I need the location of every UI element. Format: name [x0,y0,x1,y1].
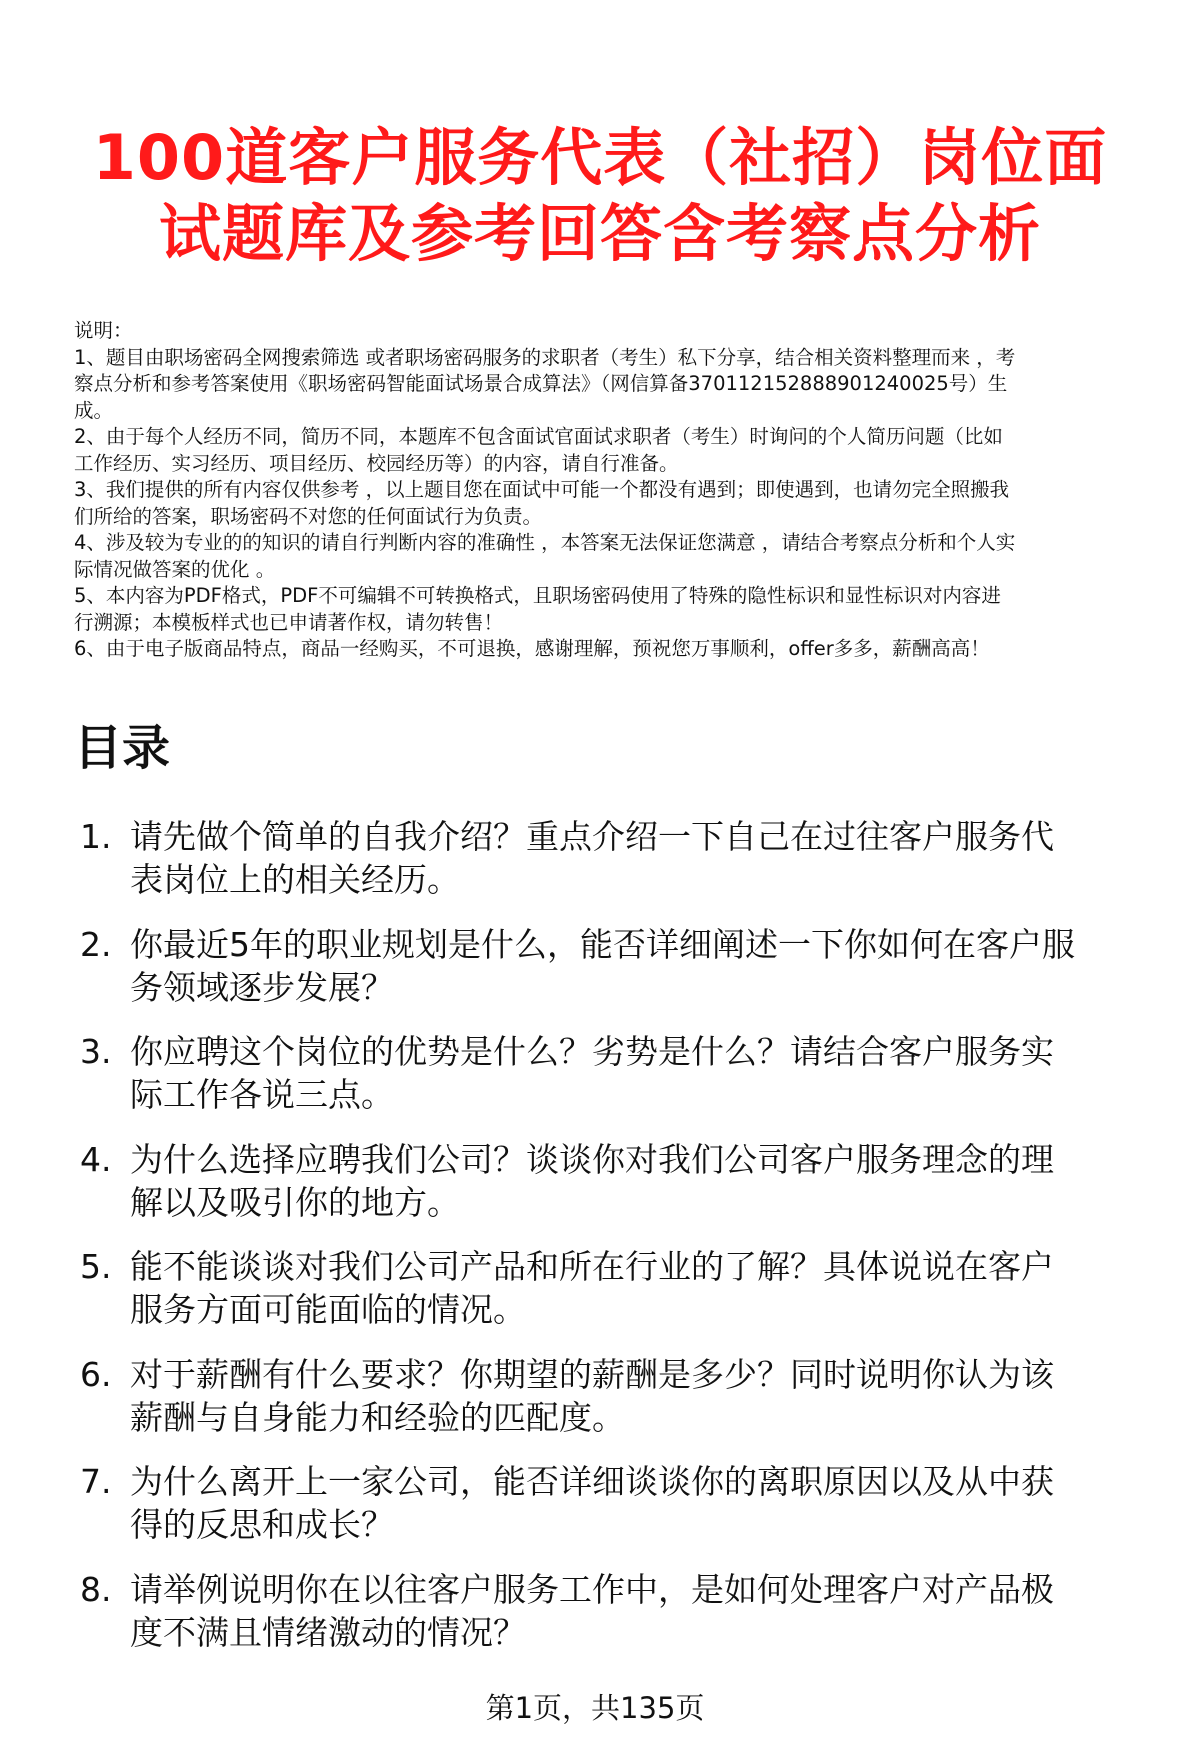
toc-item-line: 你应聘这个岗位的优势是什么？劣势是什么？请结合客户服务实 [130,1032,1054,1071]
toc-item-number: 1. [80,817,112,856]
toc-item[interactable] [74,1245,1164,1331]
toc-item-line: 薪酬与自身能力和经验的匹配度。 [130,1397,625,1437]
title-line: 试题库及参考回答含考察点分析 [158,197,1041,270]
toc-item-number: 7. [80,1462,112,1501]
toc-item[interactable] [74,1353,1164,1439]
toc-heading: 目录 [74,720,171,776]
toc-item-line: 为什么离开上一家公司，能否详细谈谈你的离职原因以及从中获 [130,1462,1054,1501]
instruction-line: 1、题目由职场密码全网搜索筛选 或者职场密码服务的求职者（考生）私下分享，结合相关资料整理而来 ，考 [74,345,1016,369]
instruction-line: 行溯源；本模板样式也已申请著作权，请勿转售！ [74,610,504,634]
toc-item-line: 请先做个简单的自我介绍？重点介绍一下自己在过往客户服务代 [130,817,1054,856]
instruction-line: 4、涉及较为专业的的知识的请自行判断内容的准确性 ，本答案无法保证您满意 ，请结合考察点分析和个人实 [74,531,1016,554]
toc-item-line: 表岗位上的相关经历。 [130,860,460,899]
page-number-footer: 第1页，共135页 [485,1691,705,1725]
instruction-line: 察点分析和参考答案使用《职场密码智能面试场景合成算法》（网信算备370112152888901240025号）生 [74,372,1008,395]
toc-item-line: 能不能谈谈对我们公司产品和所在行业的了解？具体说说在客户 [130,1247,1054,1286]
toc-item-number: 8. [80,1569,112,1609]
instruction-line: 6、由于电子版商品特点，商品一经购买，不可退换，感谢理解，预祝您万事顺利，offer多多，薪酬高高！ [74,637,990,660]
toc-item-line: 为什么选择应聘我们公司？谈谈你对我们公司客户服务理念的理 [130,1139,1054,1179]
toc-item[interactable] [74,1568,1164,1654]
toc-item[interactable] [74,815,1164,901]
toc-item[interactable] [74,1030,1164,1116]
instruction-line: 工作经历、实习经历、项目经历、校园经历等）的内容，请自行准备。 [74,451,679,475]
toc-item-number: 2. [80,924,112,964]
toc-item-line: 你最近5年的职业规划是什么，能否详细阐述一下你如何在客户服 [130,924,1075,964]
toc-item-number: 6. [80,1354,112,1394]
instruction-line: 际情况做答案的优化 。 [74,557,276,581]
toc-item-line: 际工作各说三点。 [130,1075,394,1114]
toc-item-line: 解以及吸引你的地方。 [130,1182,460,1222]
toc-item-line: 得的反思和成长？ [130,1505,394,1544]
instruction-line: 5、本内容为PDF格式，PDF不可编辑不可转换格式，且职场密码使用了特殊的隐性标识和显性标识对内容进 [74,584,1001,607]
toc-item-number: 5. [80,1247,112,1286]
instruction-line: 3、我们提供的所有内容仅供参考 ，以上题目您在面试中可能一个都没有遇到；即使遇到，也请勿完全照搬我 [74,478,1010,501]
instruction-line: 2、由于每个人经历不同，简历不同，本题库不包含面试官面试求职者（考生）时询问的个人简历问题（比如 [74,425,1003,448]
toc-item-line: 对于薪酬有什么要求？你期望的薪酬是多少？同时说明你认为该 [130,1354,1054,1394]
instruction-line: 成。 [74,398,114,422]
toc-list [74,815,1164,1675]
toc-item-line: 务领域逐步发展？ [130,967,394,1007]
toc-item-line: 度不满且情绪激动的情况？ [130,1612,526,1652]
toc-item-number: 3. [80,1032,112,1071]
instructions-section [74,318,1164,663]
instructions-heading: 说明： [74,319,133,342]
title-line: 100道客户服务代表（社招）岗位面 [92,121,1108,194]
toc-item-line: 请举例说明你在以往客户服务工作中，是如何处理客户对产品极 [130,1569,1054,1609]
instruction-line: 们所给的答案，职场密码不对您的任何面试行为负责。 [74,504,543,528]
toc-item[interactable] [74,923,1164,1009]
toc-item[interactable] [74,1138,1164,1224]
toc-item-number: 4. [80,1139,112,1179]
toc-item-line: 服务方面可能面临的情况。 [130,1290,526,1329]
document-title [70,120,1130,272]
toc-item[interactable] [74,1460,1164,1546]
